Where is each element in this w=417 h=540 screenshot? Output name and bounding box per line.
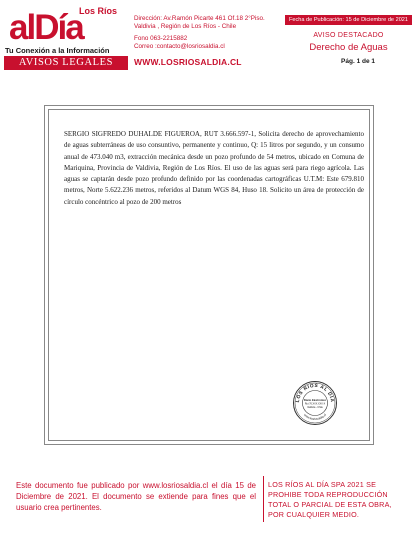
brand-logo — [5, 6, 129, 56]
address-line-1: Dirección: Av.Ramón Picarte 461 Of.18 2°Piso. — [134, 15, 265, 22]
logo-los-rios: Los Ríos — [79, 6, 118, 16]
seal-stamp-icon — [292, 380, 338, 426]
stamp-center-line-1: Diario Electrónico — [303, 399, 327, 402]
svg-text:www.losriosaldia.cl — [303, 413, 327, 421]
address-line-2: Valdivia , Región de Los Ríos - Chile — [134, 23, 237, 30]
copyright-notice: LOS RÍOS AL DÍA SPA 2021 SE PROHIBE TODA REPRODUCCIÓN TOTAL O PARCIAL DE ESTA OBRA, POR CUALQUIER MEDIO. — [268, 480, 392, 519]
stamp-center-line-3: Valdivia - Chile — [307, 406, 323, 409]
stamp-center-line-2: Rut 76.XXX.XXX-X — [304, 402, 326, 406]
phone-number: Fono 063-2215882 — [134, 35, 188, 42]
website-link[interactable]: WWW.LOSRIOSALDIA.CL — [134, 57, 242, 67]
publication-note: Este documento fue publicado por www.losriosaldia.cl el día 15 de Diciembre de 2021. El documento se extiende para fines que el usuario crea pertinentes. — [16, 481, 256, 512]
contact-info — [134, 15, 265, 51]
logo-tagline: Tu Conexión a la Información — [5, 46, 110, 55]
document-body: SERGIO SIGFREDO DUHALDE FIGUEROA, RUT 3.666.597-1, Solicita derecho de aprovechamiento de aguas subterráneas de uso consuntivo, permanente y continuo, Q: 15 litros por segundo, y un consumo anual de 473.040 m3, extracción mecánica desde un pozo profundo de 54 metros, ubicado en Comuna de Mariquina, Provincia de Valdivia, Región de Los Ríos. El uso de las aguas será para riego agrícola. Las aguas se captarán desde pozo profundo definido por las coordenadas cartográficas U.T.M: Este 679.810 metros, Norte 5.622.236 metros, referidos al Datum WGS 84, Huso 18. Solicito un área de protección de círculo concéntrico al pozo de 200 metros — [64, 130, 364, 206]
page-indicator: Pág. 1 de 1 — [341, 58, 375, 65]
contact-email[interactable]: Correo :contacto@losriosaldia.cl — [134, 43, 225, 50]
stamp-bottom-text: www.losriosaldia.cl — [303, 412, 327, 422]
notice-category: AVISO DESTACADO — [313, 32, 384, 39]
document-inner-frame — [48, 109, 370, 441]
publication-date-badge: Fecha de Publicación: 15 de Diciembre de 2021 — [285, 15, 412, 25]
logo-aldia: alDía — [9, 8, 83, 47]
section-label: AVISOS LEGALES — [4, 56, 128, 70]
stamp-ring-text: LOS RIOS AL DIA — [295, 383, 335, 403]
footer-divider — [263, 476, 264, 522]
document-frame — [44, 105, 374, 445]
notice-type: Derecho de Aguas — [309, 42, 388, 53]
